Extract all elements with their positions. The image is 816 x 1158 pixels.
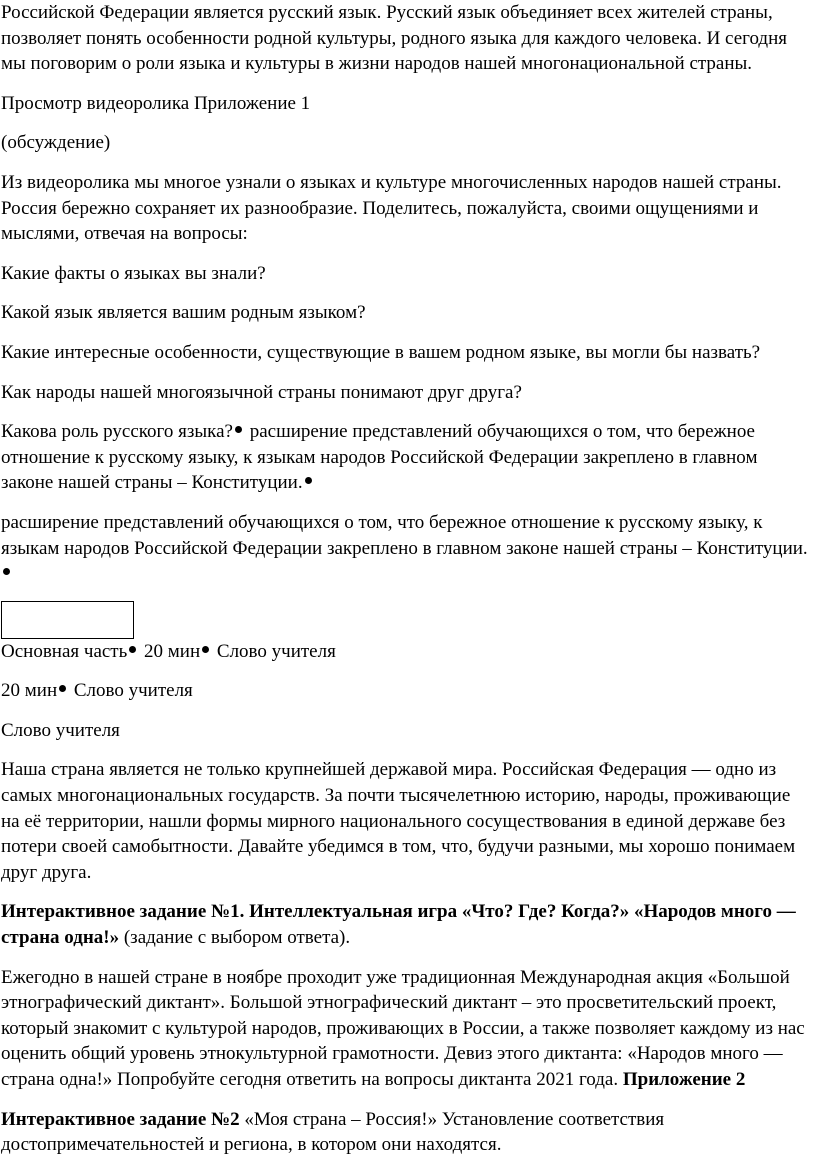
teacher-word-label: Слово учителя	[69, 680, 193, 702]
dictation-text: Ежегодно в нашей стране в ноябре проходит уже традиционная Международная акция «Большой этнографический диктант». Большой этнографический диктант – это просветительский проект, который знакомит с культурой народов, проживающих в России, а также позволяет каждому из нас оценить общий уровень этнокультурной грамотности. Девиз этого диктанта: «Народов много — страна одна!» Попробуйте сегодня ответить на вопросы диктанта 2021 года.	[1, 966, 805, 1090]
appendix-2-label: Приложение 2	[622, 1069, 746, 1090]
task-1-paragraph	[1, 899, 812, 950]
question-5	[1, 419, 812, 496]
goal-paragraph	[1, 510, 812, 587]
question-4: Как народы нашей многоязычной страны понимают друг друга?	[1, 381, 522, 403]
intro-paragraph: Российской Федерации является русский язык. Русский язык объединяет всех жителей страны, позволяет понять особенности родной культуры, родного языка для каждого человека. И сегодня мы поговорим о роли языка и культуры в жизни народов нашей многонациональной страны.	[1, 2, 787, 75]
task-2-paragraph	[1, 1107, 812, 1158]
bullet-icon	[59, 685, 66, 692]
duration-label: 20 мин	[1, 680, 58, 702]
bullet-icon	[129, 646, 136, 653]
question-1: Какие факты о языках вы знали?	[1, 262, 266, 284]
question-2: Какой язык является вашим родным языком?	[1, 302, 366, 324]
question-3: Какие интересные особенности, существующие в вашем родном языке, вы могли бы назвать?	[1, 341, 761, 363]
country-paragraph: Наша страна является не только крупнейшей державой мира. Российская Федерация — одно из самых многонациональных государств. За почти тысячелетнюю историю, народы, проживающие на её территории, нашли формы мирного национального сосуществования в единой державе без потери своей самобытности. Давайте убедимся в том, что, будучи разными, мы хорошо понимаем друг друга.	[1, 759, 796, 883]
empty-table-cell	[1, 601, 134, 639]
teacher-word-line: Слово учителя	[1, 719, 120, 741]
bullet-icon	[3, 568, 10, 575]
goal-text: расширение представлений обучающихся о том, что бережное отношение к русскому языку, к языкам народов Российской Федерации закреплено в главном законе нашей страны – Конституции.	[1, 511, 808, 559]
question-5-text: Какова роль русского языка?	[1, 421, 233, 443]
duration-label: 20 мин	[139, 640, 201, 662]
task-1-title: Интерактивное задание №1. Интеллектуальная игра «Что? Где? Когда?» «Народов много — страна одна!»	[1, 901, 796, 949]
teacher-word-label: Слово учителя	[212, 640, 336, 662]
task-2-text: «Моя страна – Россия!» Установление соответствия достопримечательностей и региона, в котором они находятся.	[1, 1108, 665, 1156]
main-part-line	[1, 639, 812, 665]
bullet-icon	[305, 477, 312, 484]
main-part-label: Основная часть	[1, 640, 128, 662]
video-summary-paragraph: Из видеоролика мы многое узнали о языках и культуре многочисленных народов нашей страны. Россия бережно сохраняет их разнообразие. Поделитесь, пожалуйста, своими ощущениями и мыслями, отвечая на вопросы:	[1, 171, 782, 245]
discussion-line: (обсуждение)	[1, 132, 111, 154]
goal-text: расширение представлений обучающихся о том, что бережное отношение к русскому языку, к языкам народов Российской Федерации закреплено в главном законе нашей страны – Конституции.	[1, 421, 758, 494]
dictation-paragraph	[1, 965, 812, 1093]
task-1-note: (задание с выбором ответа).	[119, 927, 351, 949]
task-2-title: Интерактивное задание №2	[1, 1108, 240, 1130]
duration-line	[1, 678, 812, 704]
bullet-icon	[202, 646, 209, 653]
video-viewing-line: Просмотр видеоролика Приложение 1	[1, 92, 311, 114]
bullet-icon	[235, 426, 242, 433]
